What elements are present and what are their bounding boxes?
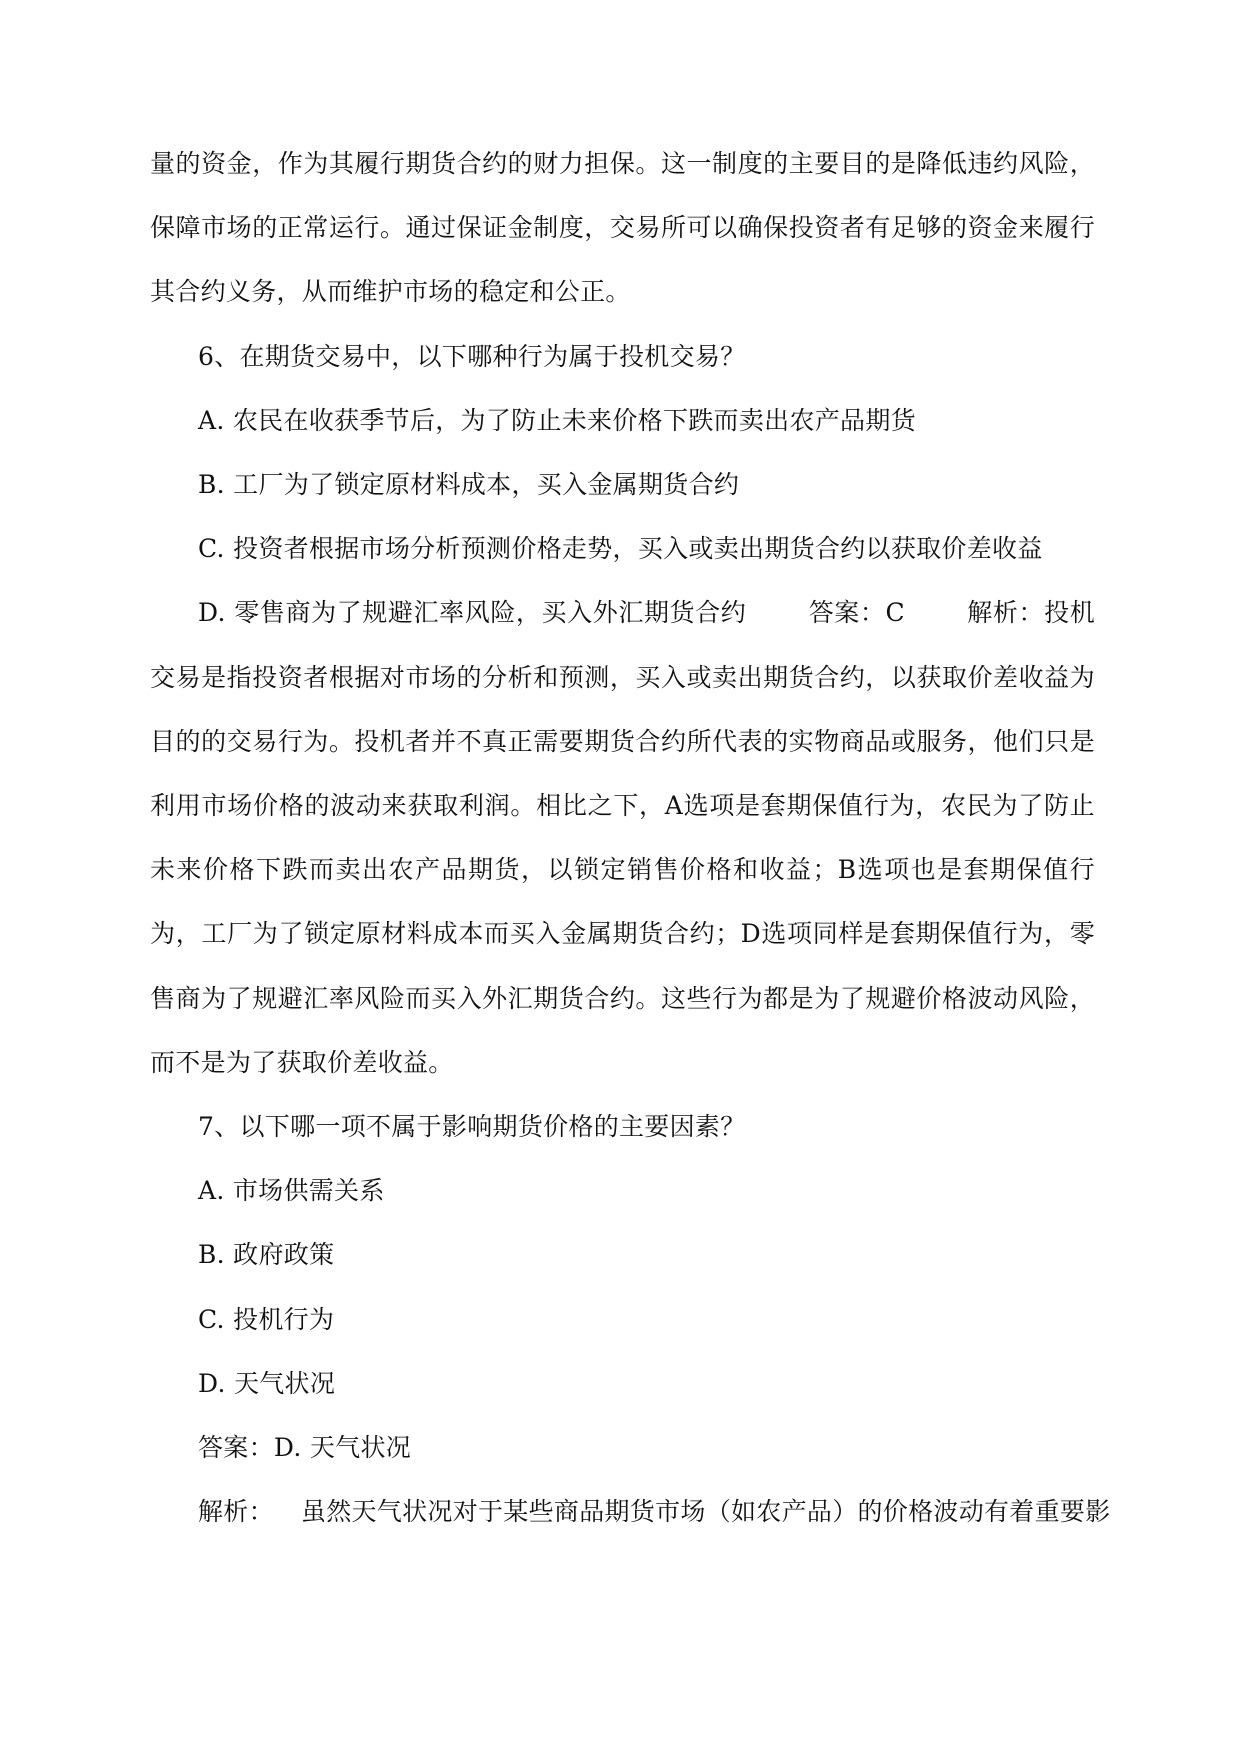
question-7-analysis-label: 解析： (198, 1497, 274, 1527)
question-7: 7、以下哪一项不属于影响期货价格的主要因素？ (198, 1112, 746, 1142)
question-7-analysis-text: 虽然天气状况对于某些商品期货市场（如农产品）的价格波动有着重要影 (300, 1497, 1111, 1527)
question-6-analysis-text: 易是指投资者根据对市场的分析和预测，买入或卖出期货合约，以获取价差收益为目的的交易行为。投机者并不真正需要期货合约所代表的实物商品或服务，他们只是利用市场价格的波动来获取利润。相比之下，A选项是套期保值行为，农民为了防止未来价格下跌而卖出农产品期货，以锁定销售价格和收益；B选项也是套期保值行为，工厂为了锁定原材料成本而买入金属期货合约；D选项同样是套期保值行为，零售商为了规避汇率风险而买入外汇期货合约。这些行为都是为了规避价格波动风险，而不是为了获取价差收益。 (150, 662, 1095, 1077)
question-6-option-d-answer-analysis (150, 581, 1095, 1095)
question-6-analysis-lead: 投机交 (150, 598, 1096, 692)
question-7-option-c: C. 投机行为 (198, 1304, 335, 1334)
question-7-option-b: B. 政府政策 (198, 1240, 335, 1270)
question-7-analysis (150, 1480, 1111, 1544)
question-7-answer: 答案：D. 天气状况 (198, 1433, 412, 1463)
document-page (150, 132, 1111, 1544)
question-6-analysis-label: 解析： (966, 598, 1045, 628)
question-7-option-d: D. 天气状况 (198, 1368, 336, 1398)
question-6-option-d: D. 零售商为了规避汇率风险，买入外汇期货合约 (198, 598, 747, 628)
question-6-answer: 答案：C (808, 598, 905, 628)
question-7-option-a: A. 市场供需关系 (198, 1176, 385, 1206)
intro-paragraph: 量的资金，作为其履行期货合约的财力担保。这一制度的主要目的是降低违约风险，保障市场的正常运行。通过保证金制度，交易所可以确保投资者有足够的资金来履行其合约义务，从而维护市场的稳定和公正。 (150, 149, 1095, 307)
question-6-option-c: C. 投资者根据市场分析预测价格走势，买入或卖出期货合约以获取价差收益 (198, 534, 1043, 564)
question-6-option-a: A. 农民在收获季节后，为了防止未来价格下跌而卖出农产品期货 (198, 405, 916, 435)
question-6-option-b: B. 工厂为了锁定原材料成本，买入金属期货合约 (198, 470, 740, 500)
question-6: 6、在期货交易中，以下哪种行为属于投机交易？ (198, 341, 746, 371)
